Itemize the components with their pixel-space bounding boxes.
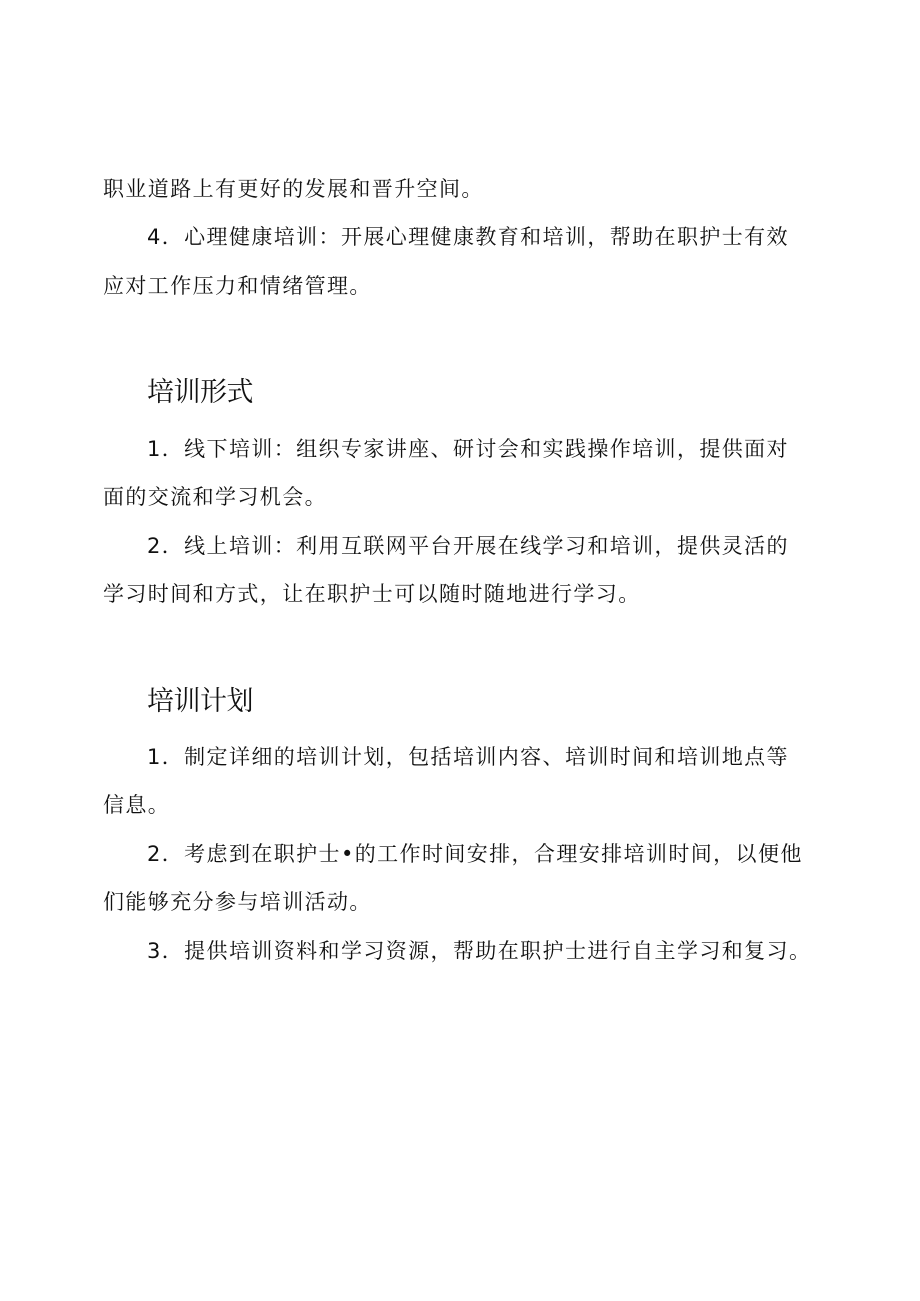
list-item-schedule-line2: 们能够充分参与培训活动。 [103,890,372,914]
list-item-online-training-line2: 学习时间和方式，让在职护士可以随时随地进行学习。 [103,582,641,606]
list-item-resources-line1: 3．提供培训资料和学习资源，帮助在职护士进行自主学习和复习。 [147,939,812,963]
list-item-online-training-line1: 2．线上培训：利用互联网平台开展在线学习和培训，提供灵活的 [147,534,789,558]
heading-training-plan: 培训计划 [147,686,253,717]
list-item-mental-health-line2: 应对工作压力和情绪管理。 [103,274,372,298]
heading-training-format: 培训形式 [147,377,253,408]
list-item-schedule-line1: 2．考虑到在职护士•的工作时间安排，合理安排培训时间，以便他 [147,842,803,866]
list-item-plan-detail-line2: 信息。 [103,793,171,817]
list-item-offline-training-line2: 面的交流和学习机会。 [103,485,327,509]
list-item-plan-detail-line1: 1．制定详细的培训计划，包括培训内容、培训时间和培训地点等 [147,745,789,769]
list-item-offline-training-line1: 1．线下培训：组织专家讲座、研讨会和实践操作培训，提供面对 [147,437,789,461]
list-item-mental-health-line1: 4．心理健康培训：开展心理健康教育和培训，帮助在职护士有效 [147,225,789,249]
paragraph-career-continuation: 职业道路上有更好的发展和晋升空间。 [103,177,484,201]
